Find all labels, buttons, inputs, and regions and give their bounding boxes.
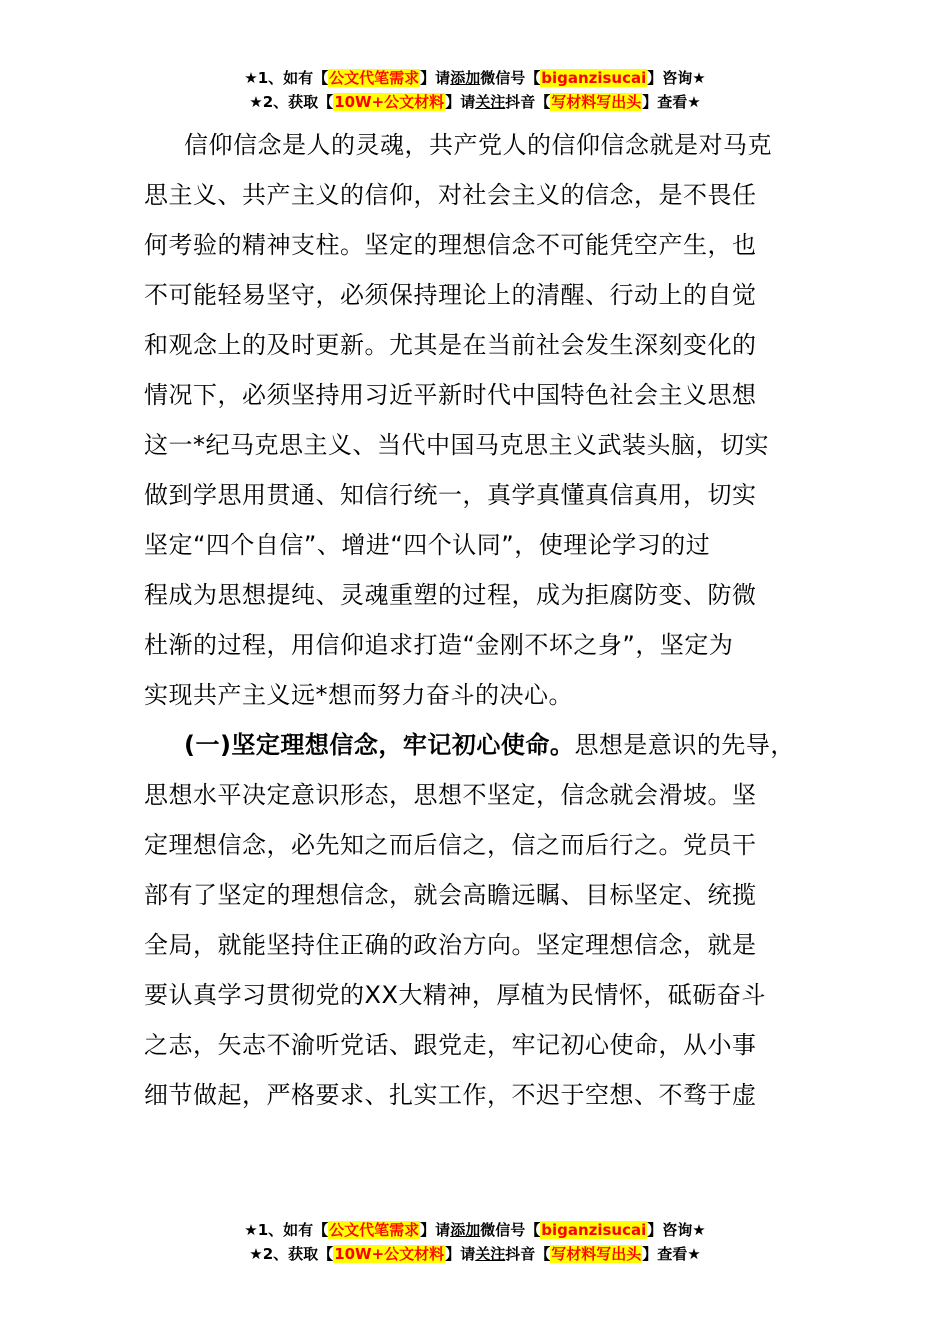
paragraph-line: 部有了坚定的理想信念，就会高瞻远瞩、目标坚定、统揽: [144, 881, 757, 909]
douyin-account: 写材料写出头: [551, 1245, 642, 1263]
paragraph-line: 实现共产主义远*想而努力奋斗的决心。: [144, 681, 573, 709]
banner-text: 微信号【: [480, 1221, 541, 1239]
paragraph-line: 坚定“四个自信”、增进“四个认同”，使理论学习的过: [144, 531, 711, 559]
banner-line-1: [0, 1218, 950, 1242]
paragraph-line: 之志，矢志不渝听党话、跟党走，牢记初心使命，从小事: [144, 1031, 757, 1059]
banner-text: 1、如有【: [257, 1221, 329, 1239]
paragraph-line: 思想水平决定意识形态，思想不坚定，信念就会滑坡。坚: [144, 781, 757, 809]
banner-line-2: [0, 1242, 950, 1266]
star-icon: ★: [249, 93, 263, 111]
banner-text: 】请: [445, 93, 476, 111]
star-icon: ★: [244, 69, 258, 87]
banner-text: 】查看★: [642, 1245, 701, 1263]
section-heading: (一)坚定理想信念，牢记初心使命。: [184, 731, 575, 759]
paragraph-line: 信仰信念是人的灵魂，共产党人的信仰信念就是对马克: [184, 131, 772, 159]
banner-text: 】请: [445, 1245, 476, 1263]
paragraph-line: 全局，就能坚持住正确的政治方向。坚定理想信念，就是: [144, 931, 757, 959]
banner-text: 】查看★: [642, 93, 701, 111]
top-banner: [0, 66, 950, 114]
underlined-text: 添加: [450, 69, 481, 87]
paragraph-line: 何考验的精神支柱。坚定的理想信念不可能凭空产生，也: [144, 231, 757, 259]
underlined-text: 添加: [450, 1221, 481, 1239]
banner-text: 】咨询★: [647, 69, 706, 87]
paragraph-text: 思想是意识的先导，: [574, 731, 795, 759]
paragraph-line: 这一*纪马克思主义、当代中国马克思主义武装头脑，切实: [144, 431, 769, 459]
star-icon: ★: [244, 1221, 258, 1239]
underlined-text: 关注: [475, 1245, 506, 1263]
wechat-id: biganzisucai: [541, 69, 647, 87]
banner-text: 抖音【: [505, 1245, 551, 1263]
banner-text: 】请: [420, 69, 451, 87]
highlight-text: 10W+公文材料: [334, 1245, 445, 1263]
bottom-banner: [0, 1218, 950, 1266]
banner-line-2: [0, 90, 950, 114]
paragraph-first-line: [144, 720, 816, 770]
banner-text: 】请: [420, 1221, 451, 1239]
paragraph-line: 做到学思用贯通、知信行统一，真学真懂真信真用，切实: [144, 481, 757, 509]
banner-text: 微信号【: [480, 69, 541, 87]
star-icon: ★: [249, 1245, 263, 1263]
paragraph-line: 定理想信念，必先知之而后信之，信之而后行之。党员干: [144, 831, 757, 859]
banner-text: 1、如有【: [257, 69, 329, 87]
douyin-account: 写材料写出头: [551, 93, 642, 111]
paragraph-line: 要认真学习贯彻党的XX大精神，厚植为民情怀，砥砺奋斗: [144, 981, 766, 1009]
highlight-text: 10W+公文材料: [334, 93, 445, 111]
paragraph-line: 程成为思想提纯、灵魂重塑的过程，成为拒腐防变、防微: [144, 581, 757, 609]
wechat-id: biganzisucai: [541, 1221, 647, 1239]
paragraph-line: 细节做起，严格要求、扎实工作，不迟于空想、不骛于虚: [144, 1081, 757, 1109]
paragraph-line: 杜渐的过程，用信仰追求打造“金刚不坏之身”，坚定为: [144, 631, 734, 659]
banner-line-1: [0, 66, 950, 90]
paragraph-line: 情况下，必须坚持用习近平新时代中国特色社会主义思想: [144, 381, 757, 409]
highlight-text: 公文代笔需求: [329, 69, 420, 87]
banner-text: 】咨询★: [647, 1221, 706, 1239]
underlined-text: 关注: [475, 93, 506, 111]
paragraph-line: 思主义、共产主义的信仰，对社会主义的信念，是不畏任: [144, 181, 757, 209]
banner-text: 2、获取【: [262, 1245, 334, 1263]
paragraph-2: [144, 720, 816, 1120]
banner-text: 2、获取【: [262, 93, 334, 111]
banner-text: 抖音【: [505, 93, 551, 111]
paragraph-1: [144, 120, 816, 720]
paragraph-line: 和观念上的及时更新。尤其是在当前社会发生深刻变化的: [144, 331, 757, 359]
paragraph-line: 不可能轻易坚守，必须保持理论上的清醒、行动上的自觉: [144, 281, 757, 309]
highlight-text: 公文代笔需求: [329, 1221, 420, 1239]
